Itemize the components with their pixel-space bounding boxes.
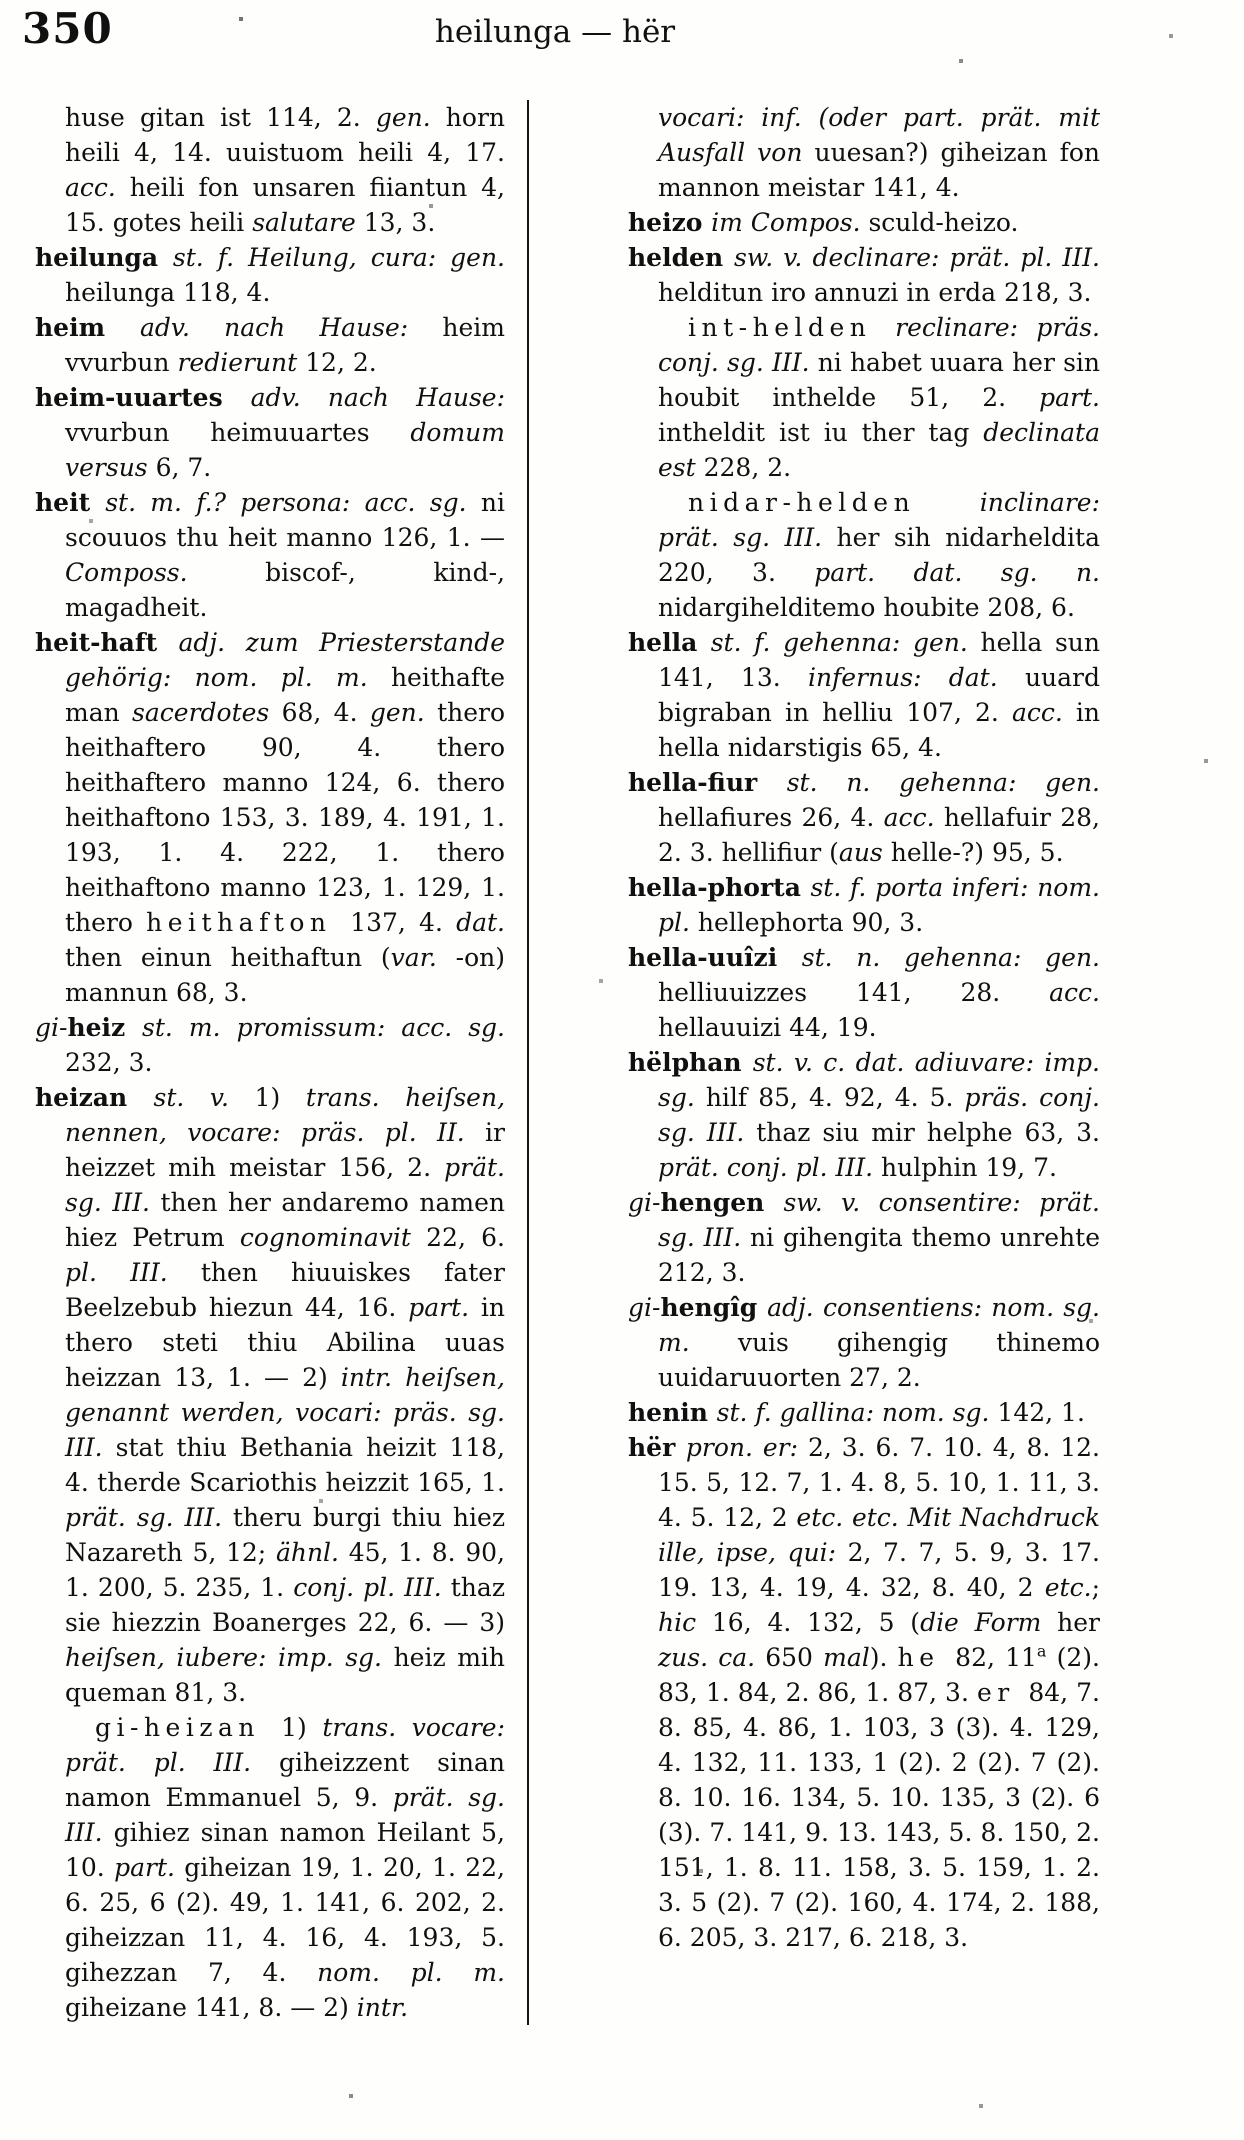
text-run: hic (658, 1608, 712, 1637)
text-run: thaz siu mir helphe 63, 3. (756, 1118, 1100, 1147)
text-run: 1) (281, 1713, 323, 1742)
text-run: ni gihengita themo unrehte 212, 3. (658, 1223, 1100, 1287)
entry-heim-uuartes (35, 380, 505, 485)
headword: hella (628, 628, 711, 657)
text-run: dat. (456, 908, 505, 937)
entry-hella-phorta (628, 870, 1100, 940)
text-run: pl. III. (65, 1258, 201, 1287)
text-run: st. n. gehenna: gen. (786, 768, 1100, 797)
text-run: heilunga 118, 4. (65, 278, 271, 307)
entry-gi-hengen (628, 1185, 1100, 1290)
text-run: 22, 6. (426, 1223, 505, 1252)
text-run: vuis gihengig thinemo uuidaruuorten 27, 2. (658, 1328, 1100, 1392)
text-run: uuesan?) giheizan fon mannon meistar 141, 4. (658, 138, 1100, 202)
text-run: 82, 11 (955, 1643, 1037, 1672)
text-run: 16, 4. 132, 5 ( (711, 1608, 921, 1637)
text-run: adj. consentiens: nom. sg. m. (658, 1293, 1101, 1357)
headword: heiz (67, 1013, 143, 1042)
text-run: in hella nidarstigis 65, 4. (658, 698, 1100, 762)
text-run: prät. conj. pl. III. (658, 1153, 882, 1182)
text-run: hellauuizi 44, 19. (658, 1013, 877, 1042)
text-run: aus (838, 838, 891, 867)
text-run: adv. nach Hause: (139, 313, 443, 342)
text-run: gen. (369, 698, 438, 727)
text-run: redierunt (177, 348, 306, 377)
text-run: acc. (1011, 698, 1076, 727)
text-run: infernus: dat. (807, 663, 1025, 692)
page-number: 350 (22, 4, 113, 53)
headword: heit (35, 488, 106, 517)
entry-heim (35, 310, 505, 380)
text-run: 6, 7. (155, 453, 212, 482)
entry-continuation-heil (35, 100, 505, 240)
text-run: intr. heiſsen, genannt werden, vocari: präs. sg. III. (65, 1363, 506, 1462)
text-run: vvurbun heimuuartes (65, 418, 411, 447)
text-run: huse gitan ist 114, 2. (65, 103, 376, 132)
text-run: 12, 2. (305, 348, 377, 377)
text-run: mal (823, 1643, 870, 1672)
entry-her (628, 1430, 1100, 1955)
text-run: helle-?) 95, 5. (890, 838, 1064, 867)
text-run: sw. v. consentire: prät. sg. III. (658, 1188, 1100, 1252)
text-run: giheizan 19, 1. 20, 1. 22, 6. 25, 6 (2). 49, 1. 141, 6. 202, 2. giheizzan 11, 4. 16, 4. 193, 5. gihezzan 7, 4. (65, 1853, 505, 1987)
text-run: part. (1039, 383, 1100, 412)
text-run: thero heithaftero 90, 4. thero heithaftero manno 124, 6. thero heithaftono 153, 3. 189, 4. 191, 1. 193, 1. 4. 222, 1. thero heithaftono manno 123, 1. 129, 1. thero (65, 698, 506, 937)
entry-hella-fiur (628, 765, 1100, 870)
text-run: die Form (920, 1608, 1058, 1637)
text-run: st. v. c. dat. adiuvare: imp. sg. (658, 1048, 1100, 1112)
text-run: 13, 3. (363, 208, 436, 237)
text-run: gen. (375, 103, 446, 132)
text-run: stat thiu Bethania heizit 118, 4. therde Scariothis heizzit 165, 1. (65, 1433, 505, 1497)
text-run: st. v. (153, 1083, 255, 1112)
text-run: ni habet uuara her sin houbit inthelde 51, 2. (658, 348, 1100, 412)
text-run: 1) (254, 1083, 306, 1112)
text-run: intheldit ist iu ther tag (658, 418, 984, 447)
text-run: im Compos. (711, 208, 869, 237)
text-run: adj. zum Priesterstande gehörig: nom. pl. m. (65, 628, 506, 692)
text-run: 84, 7. 8. 85, 4. 86, 1. 103, 3 (3). 4. 129, 4. 132, 11. 133, 1 (2). 2 (2). 7 (2). 8. 10. 16. 134, 5. 10. 135, 3 (2). 6 (3). 7. 141, 9. 13. 143, 5. 8. 150, 2. 151, 1. 8. 11. 158, 3. 5. 159, 1. 2. 3. 5 (2). 7 (2). 160, 4. 174, 2. 188, 6. 205, 3. 217, 6. 218, 3. (658, 1678, 1100, 1952)
text-run: hulphin 19, 7. (881, 1153, 1057, 1182)
entry-heit-haft (35, 625, 505, 1010)
text-run: ähnl. (275, 1538, 349, 1567)
text-run: gi- (628, 1293, 661, 1322)
text-run: gi-heizan (95, 1713, 282, 1742)
text-run: sculd-heizo. (868, 208, 1019, 237)
text-run: her sih nidarheldita 220, 3. (658, 523, 1101, 587)
text-run: heithafton (146, 908, 351, 937)
text-run: nom. pl. m. (317, 1958, 505, 1987)
entry-helden (628, 240, 1100, 310)
text-run: st. f. porta inferi: nom. pl. (658, 873, 1100, 937)
headword: hella-fiur (628, 768, 787, 797)
text-run: 142, 1. (997, 1398, 1085, 1427)
text-run: hellafiures 26, 4. (658, 803, 884, 832)
text-run: ni scouuos thu heit manno 126, 1. — (65, 488, 505, 552)
text-run: adv. nach Hause: (250, 383, 505, 412)
text-run: gihiez sinan namon Heilant 5, 10. (65, 1818, 505, 1882)
text-run: prät. sg. III. (65, 1783, 505, 1847)
text-run: part. (408, 1293, 481, 1322)
text-run: st. m. f.? persona: acc. sg. (105, 488, 481, 517)
text-run: inclinare: prät. sg. III. (658, 488, 1100, 552)
text-run: reclinare: präs. conj. sg. III. (658, 313, 1101, 377)
text-run: st. m. promissum: acc. sg. (142, 1013, 505, 1042)
text-run: 137, 4. (350, 908, 457, 937)
text-run: declinata est (658, 418, 1100, 482)
headword: heizo (628, 208, 712, 237)
text-run: sw. v. declinare: prät. pl. III. (733, 243, 1100, 272)
subentry-nidar-helden (628, 485, 1100, 625)
entry-hella-uuizi (628, 940, 1100, 1045)
text-run: acc. (1049, 978, 1100, 1007)
text-run: var. (390, 943, 437, 972)
text-run: heiſsen, iubere: imp. sg. (65, 1643, 394, 1672)
headword: hella-uuîzi (628, 943, 802, 972)
text-run: hilf 85, 4. 92, 4. 5. (705, 1083, 965, 1112)
text-run: 2, 3. 6. 7. 10. 4, 8. 12. 15. 5, 12. 7, 1. 4. 8, 5. 10, 1. 11, 3. 4. 5. 12, 2 (658, 1433, 1100, 1532)
text-run: domum versus (65, 418, 505, 482)
text-run: her (1057, 1608, 1101, 1637)
text-run: thaz sie hiezzin Boanerges 22, 6. — 3) (65, 1573, 505, 1637)
text-run: then einun heithaftun ( (65, 943, 391, 972)
text-run: part. (114, 1853, 185, 1882)
text-run: 45, 1. 8. 90, 1. 200, 5. 235, 1. (65, 1538, 505, 1602)
running-title: heilunga — hër (434, 14, 676, 50)
text-run: etc. (1044, 1573, 1092, 1602)
text-run: pron. er: (685, 1433, 808, 1462)
text-run: giheizane 141, 8. — 2) (65, 1993, 357, 2022)
text-run: 650 (765, 1643, 824, 1672)
text-run: gi- (35, 1013, 68, 1042)
text-run: heithafte man (65, 663, 505, 727)
text-run: 228, 2. (703, 453, 792, 482)
text-run: then hiuuiskes fater Beelzebub hiezun 44, 16. (65, 1258, 505, 1322)
left-column (35, 100, 505, 2025)
text-run: ). (869, 1643, 898, 1672)
text-run: heiz mih queman 81, 3. (65, 1643, 505, 1707)
text-columns (35, 100, 1100, 2025)
entry-heizo (628, 205, 1100, 240)
entry-gi-heiz (35, 1010, 505, 1080)
text-run: prät. sg. III. (65, 1503, 233, 1532)
text-run: in thero steti thiu Abilina uuas heizzan 13, 1. — 2) (65, 1293, 505, 1392)
text-run: st. n. gehenna: gen. (801, 943, 1100, 972)
text-run: st. f. gehenna: gen. (710, 628, 981, 657)
text-run: biscof-, kind-, magadheit. (65, 558, 506, 622)
headword: hella-phorta (628, 873, 811, 902)
text-run: hellephorta 90, 3. (697, 908, 924, 937)
headword: heim (35, 313, 140, 342)
text-run: helliuuizzes 141, 28. (658, 978, 1050, 1007)
text-run: giheizzent sinan namon Emmanuel 5, 9. (65, 1748, 505, 1812)
text-run: hella sun 141, 13. (658, 628, 1100, 692)
text-run: heim vvurbun (65, 313, 505, 377)
text-run: trans. heiſsen, nennen, vocare: präs. pl. II. (65, 1083, 506, 1147)
text-run: Composs. (65, 558, 266, 587)
text-run: (2). 83, 1. 84, 2. 86, 1. 87, 3. (658, 1643, 1100, 1707)
text-run: hellafuir 28, 2. 3. hellifiur ( (658, 803, 1100, 867)
text-run: he (897, 1643, 956, 1672)
text-run: uuard bigraban in helliu 107, 2. (658, 663, 1100, 727)
text-run: er (976, 1678, 1029, 1707)
text-run: zus. ca. (658, 1643, 766, 1672)
text-run: int-helden (688, 313, 896, 342)
subentry-int-helden (628, 310, 1100, 485)
text-run: st. f. Heilung, cura: gen. (172, 243, 505, 272)
text-run: präs. conj. sg. III. (658, 1083, 1100, 1147)
text-run: heili fon unsaren fiiantun 4, 15. gotes heili (65, 173, 505, 237)
text-run: nidargihelditemo houbite 208, 6. (658, 593, 1075, 622)
headword: heilunga (35, 243, 173, 272)
column-divider (527, 100, 529, 2025)
headword: henin (628, 1398, 717, 1427)
text-run: acc. (65, 173, 130, 202)
entry-hella (628, 625, 1100, 765)
text-run: -on) mannun 68, 3. (65, 943, 505, 1007)
entry-continuation-gi-heizan (628, 100, 1100, 205)
text-run: conj. pl. III. (293, 1573, 451, 1602)
text-run: prät. sg. III. (65, 1153, 505, 1217)
text-run: trans. vocare: prät. pl. III. (65, 1713, 505, 1777)
headword: hër (628, 1433, 686, 1462)
text-run: 68, 4. (281, 698, 370, 727)
text-run: helditun iro annuzi in erda 218, 3. (658, 278, 1092, 307)
headword: heizan (35, 1083, 154, 1112)
text-run: intr. (356, 1993, 409, 2022)
entry-henin (628, 1395, 1100, 1430)
entry-heizan (35, 1080, 505, 1710)
text-run: horn heili 4, 14. uuistuom heili 4, 17. (65, 103, 506, 167)
text-run: part. dat. sg. n. (814, 558, 1100, 587)
text-run: nidar-helden (688, 488, 980, 517)
right-column (628, 100, 1100, 2025)
text-run: st. f. gallina: nom. sg. (716, 1398, 998, 1427)
subentry-gi-heizan (35, 1710, 505, 2025)
text-run: then her andaremo namen hiez Petrum (65, 1188, 505, 1252)
text-run: acc. (883, 803, 944, 832)
entry-heilunga (35, 240, 505, 310)
text-run: 232, 3. (65, 1048, 153, 1077)
headword: hëlphan (628, 1048, 753, 1077)
text-run: 2, 7. 7, 5. 9, 3. 17. 19. 13, 4. 19, 4. 32, 8. 40, 2 (658, 1538, 1100, 1602)
entry-gi-hengig (628, 1290, 1100, 1395)
text-run: vocari: inf. (oder part. prät. mit Ausfall von (658, 103, 1100, 167)
text-run: cognominavit (239, 1223, 427, 1252)
entry-helphan (628, 1045, 1100, 1185)
text-run: gi- (628, 1188, 661, 1217)
text-run: ir heizzet mih meistar 156, 2. (65, 1118, 505, 1182)
text-run: salutare (252, 208, 364, 237)
text-run: sacerdotes (132, 698, 282, 727)
headword: hengîg (660, 1293, 768, 1322)
text-run: theru burgi thiu hiez Nazareth 5, 12; (65, 1503, 505, 1567)
headword: heit-haft (35, 628, 179, 657)
headword: hengen (660, 1188, 784, 1217)
headword: helden (628, 243, 734, 272)
entry-heit (35, 485, 505, 625)
headword: heim-uuartes (35, 383, 251, 412)
text-run: etc. etc. Mit Nachdruck ille, ipse, qui: (658, 1503, 1100, 1567)
text-run: a (1036, 1641, 1047, 1661)
text-run: ; (1091, 1573, 1100, 1602)
